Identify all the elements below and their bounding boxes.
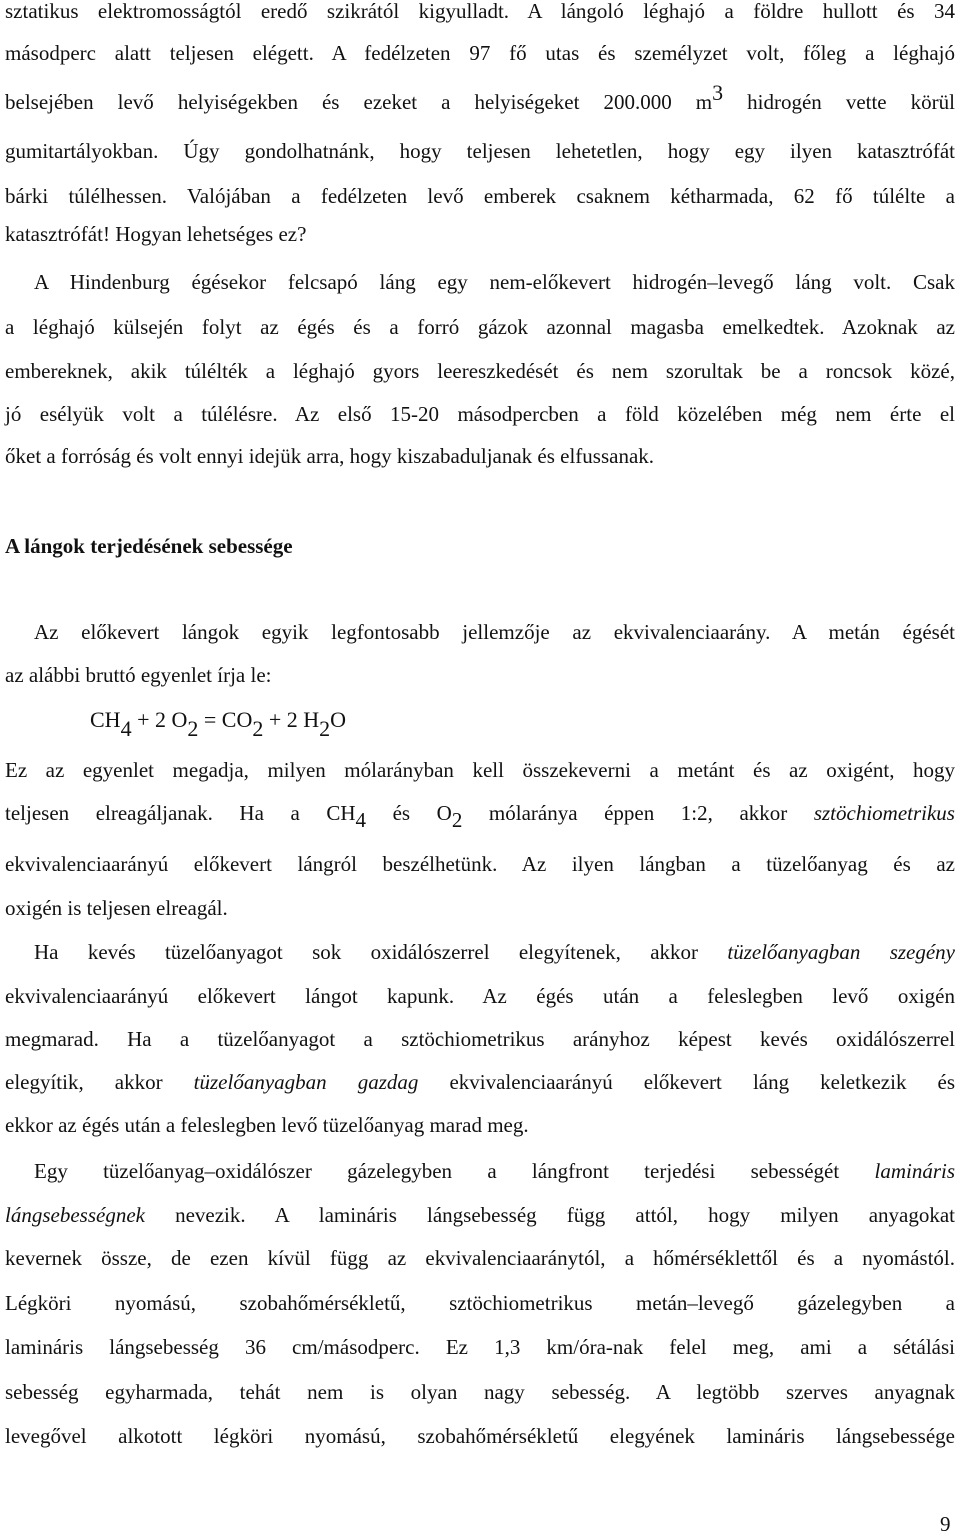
- equation-part: + 2 H: [263, 707, 320, 732]
- text-line: [34, 1156, 955, 1186]
- text-line: [5, 1200, 955, 1230]
- subscript: 4: [355, 808, 367, 832]
- text-line: Ez az egyenlet megadja, milyen mólarányban kell összekeverni a metánt és az oxigént, hogy: [5, 758, 955, 782]
- text-segment: mólaránya éppen 1:2, akkor: [462, 801, 814, 825]
- text-line: Az előkevert lángok egyik legfontosabb jellemzője az ekvivalenciaarány. A metán égését: [34, 620, 955, 644]
- text-line: bárki túlélhessen. Valójában a fedélzeten levő emberek csaknem kétharmada, 62 fő túlélte a: [5, 184, 955, 208]
- equation-part: + 2 O: [131, 707, 188, 732]
- text-segment: nevezik. A lamináris lángsebesség függ attól, hogy milyen anyagokat: [144, 1203, 955, 1227]
- text-line: [5, 1067, 955, 1097]
- text-line: katasztrófát! Hogyan lehetséges ez?: [5, 222, 307, 246]
- equation-part: = CO: [198, 707, 253, 732]
- text-line: oxigén is teljesen elreagál.: [5, 896, 228, 920]
- italic-term: tüzelőanyagban gazdag: [193, 1070, 419, 1094]
- text-line: [34, 937, 955, 967]
- text-line: lamináris lángsebesség 36 cm/másodperc. Ez 1,3 km/óra-nak felel meg, ami a sétálási: [5, 1335, 955, 1359]
- text-line: levegővel alkotott légköri nyomású, szobahőmérsékletű elegyének lamináris lángsebessége: [5, 1424, 955, 1448]
- text-segment: hidrogén vette körül: [747, 90, 955, 114]
- text-line: gumitartályokban. Úgy gondolhatnánk, hogy teljesen lehetetlen, hogy egy ilyen katasztrófát: [5, 139, 955, 163]
- text-line: ekvivalenciaarányú előkevert lángról beszélhetünk. Az ilyen lángban a tüzelőanyag és az: [5, 852, 955, 876]
- text-line: sztatikus elektromosságtól eredő szikrától kigyulladt. A lángoló léghajó a földre hullott és 34: [5, 0, 955, 23]
- text-line: Légköri nyomású, szobahőmérsékletű, sztöchiometrikus metán–levegő gázelegyben a: [5, 1291, 955, 1315]
- text-line: jó esélyük volt a túlélésre. Az első 15-20 másodpercben a föld közelében még nem érte el: [5, 402, 955, 426]
- equation-part: CH: [90, 707, 121, 732]
- text-segment: teljesen elreagáljanak. Ha a CH: [5, 801, 356, 825]
- text-line: A Hindenburg égésekor felcsapó láng egy nem-előkevert hidrogén–levegő láng volt. Csak: [34, 270, 955, 294]
- text-line: másodperc alatt teljesen elégett. A fedélzeten 97 fő utas és személyzet volt, főleg a léghajó: [5, 41, 955, 65]
- italic-term: lángsebességnek: [5, 1203, 145, 1227]
- section-heading: A lángok terjedésének sebessége: [5, 534, 293, 558]
- chemical-equation: CH4 + 2 O2 = CO2 + 2 H2O: [90, 704, 346, 736]
- italic-term: tüzelőanyagban szegény: [727, 940, 955, 964]
- text-line: az alábbi bruttó egyenlet írja le:: [5, 663, 272, 687]
- page-number: 9: [940, 1512, 951, 1536]
- text-line: megmarad. Ha a tüzelőanyagot a sztöchiometrikus arányhoz képest kevés oxidálószerrel: [5, 1027, 955, 1051]
- text-line: a léghajó külsején folyt az égés és a forró gázok azonnal magasba emelkedtek. Azoknak az: [5, 315, 955, 339]
- text-line: őket a forróság és volt ennyi idejük arra, hogy kiszabaduljanak és elfussanak.: [5, 444, 655, 468]
- text-line: [5, 80, 955, 117]
- superscript: 3: [712, 80, 724, 105]
- text-segment: ekvivalenciaarányú előkevert láng keletkezik és: [418, 1070, 955, 1094]
- equation-part: O: [330, 707, 347, 732]
- subscript: 2: [451, 808, 463, 832]
- text-segment: belsejében levő helyiségekben és ezeket a helyiségeket 200.000 m: [5, 90, 713, 114]
- text-segment: elegyítik, akkor: [5, 1070, 194, 1094]
- text-segment: és O: [366, 801, 452, 825]
- text-line: kevernek össze, de ezen kívül függ az ekvivalenciaaránytól, a hőmérséklettől és a nyomástól.: [5, 1246, 955, 1270]
- text-line: ekkor az égés után a feleslegben levő tüzelőanyag marad meg.: [5, 1113, 529, 1137]
- text-line: embereknek, akik túlélték a léghajó gyors leereszkedését és nem szorultak be a roncsok közé,: [5, 359, 955, 383]
- italic-term: lamináris: [874, 1159, 955, 1183]
- text-segment: Egy tüzelőanyag–oxidálószer gázelegyben a lángfront terjedési sebességét: [34, 1159, 875, 1183]
- text-line: sebesség egyharmada, tehát nem is olyan nagy sebesség. A legtöbb szerves anyagnak: [5, 1380, 955, 1404]
- italic-term: sztöchiometrikus: [813, 801, 955, 825]
- text-segment: Ha kevés tüzelőanyagot sok oxidálószerrel elegyítenek, akkor: [34, 940, 728, 964]
- text-line: [5, 798, 955, 832]
- text-line: ekvivalenciaarányú előkevert lángot kapunk. Az égés után a feleslegben levő oxigén: [5, 984, 955, 1008]
